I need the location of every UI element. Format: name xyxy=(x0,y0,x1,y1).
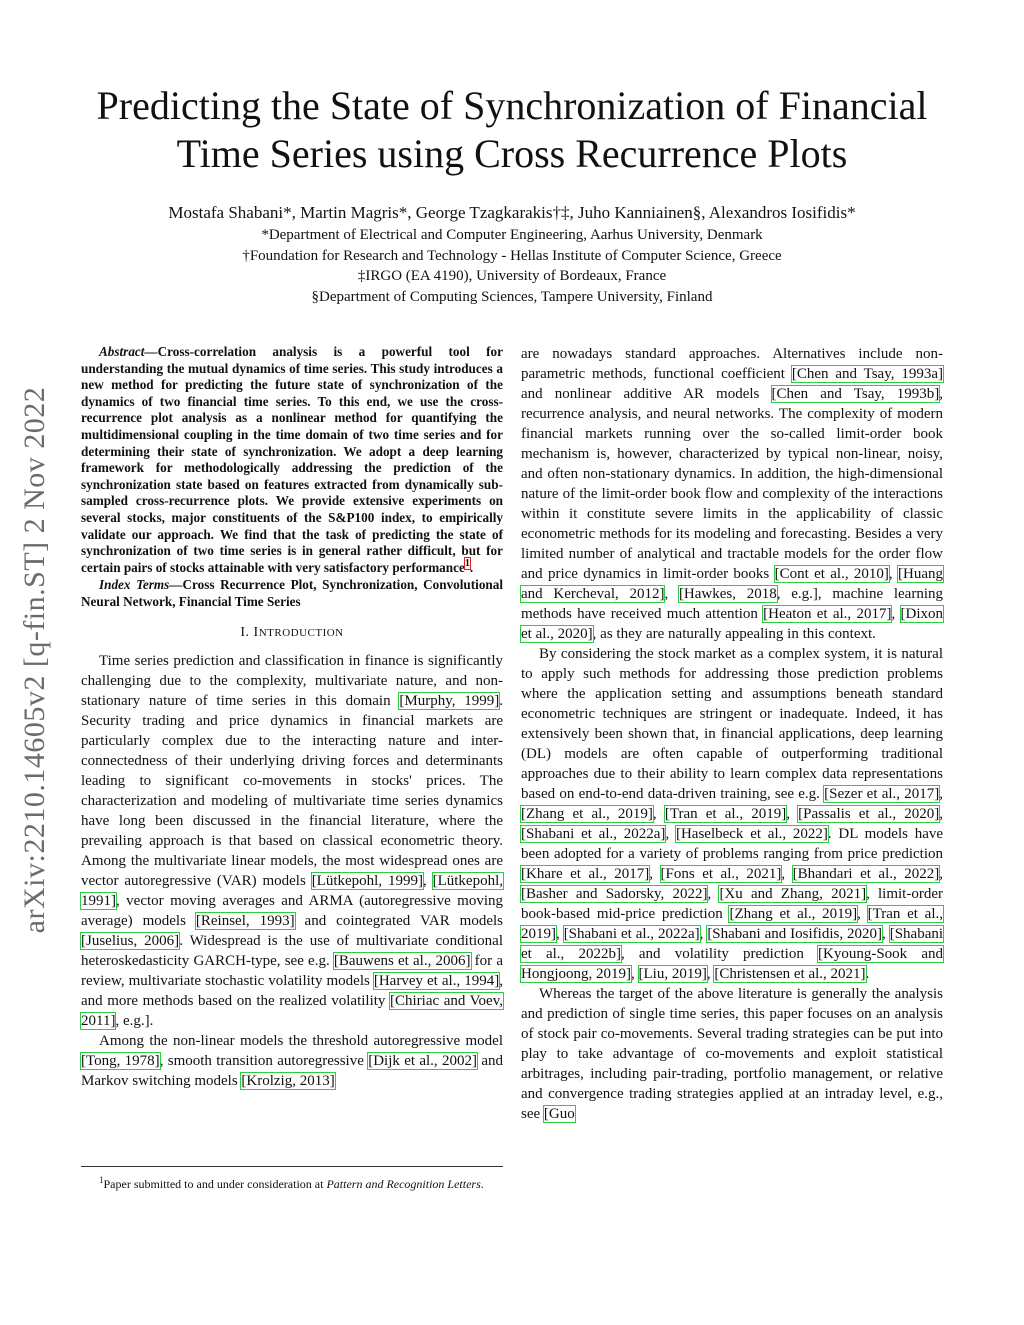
footnote-divider xyxy=(81,1166,503,1168)
citation-link[interactable]: [Dijk et al., 2002] xyxy=(368,1052,478,1069)
citation-link[interactable]: [Basher and Sadorsky, 2022] xyxy=(521,886,708,902)
paragraph-text: . DL models have been adopted for a variety of problems ranging from price prediction xyxy=(521,826,944,862)
paragraph-text: , xyxy=(939,786,944,802)
paragraph-text: , xyxy=(706,966,715,982)
citation-link[interactable]: [Cont et al., 2010] xyxy=(774,566,889,582)
citation-link[interactable]: [Kyoung-Sook and Hongjoong, 2019] xyxy=(521,946,943,982)
paragraph-text: , xyxy=(939,866,943,882)
citation-link[interactable]: [Bauwens et al., 2006] xyxy=(333,952,471,969)
paragraph-text: for a review, multivariate stochastic volatility models xyxy=(81,952,503,989)
paragraph-text: Whereas the target of the above literature is generally the analysis and prediction of single time series, this paper focuses on an analysis of stock pair co-movements. Several trading strategies can be put into play to take advantage of co-movements and exploit statistical arbitrages, including pair-trading, portfolio management, or relative and convergence trading strategies applied at an intraday level, e.g., see xyxy=(521,986,943,1122)
abstract-text: Cross-correlation analysis is a powerful tool for understanding the mutual dynamics of time series. This study introduces a new method for predicting the future state of synchronization of the dynamics of two financial time series. To this end, we use the cross-recurrence plot analysis as a nonlinear method for quantifying the multidimensional coupling in the time domain of two time series and for determining their state of synchronization. We adopt a deep learning framework for methodologically addressing the prediction of the synchronization state based on features extracted from dynamically sub-sampled cross-recurrence plots. We provide extensive experiments on several stocks, major constituents of the S&P100 index, to empirically validate our approach. We find that the task of predicting the state of synchronization of two time series is in general rather difficult, but for certain pairs of stocks attainable with very satisfactory performance xyxy=(81,344,503,575)
paragraph-text: , xyxy=(665,826,676,842)
citation-link[interactable]: [Xu and Zhang, 2021] xyxy=(719,886,867,902)
citation-link[interactable]: [Tong, 1978] xyxy=(81,1052,160,1069)
citation-link[interactable]: [Haselbeck et al., 2022] xyxy=(675,826,828,842)
paragraph xyxy=(81,651,503,1031)
citation-link[interactable]: [Fons et al., 2021] xyxy=(660,866,782,882)
paragraph-text: Time series prediction and classification in finance is significantly challenging due to the complexity, multivariate nature, and non-stationary nature of time series in this domain xyxy=(81,652,503,709)
citation-link[interactable]: [Shabani et al., 2022b] xyxy=(521,926,944,962)
footnote-venue: Pattern and Recognition Letters xyxy=(326,1177,481,1191)
section-heading-introduction: I. INTRODUCTION xyxy=(240,624,344,640)
arxiv-identifier-text: arXiv:2210.14605v2 [q-fin.ST] 2 Nov 2022 xyxy=(18,386,51,934)
abstract xyxy=(81,344,503,576)
paragraph xyxy=(521,644,943,984)
paragraph-text: , and more methods based on the realized volatility xyxy=(81,972,503,1009)
citation-link[interactable]: [Krolzig, 2013] xyxy=(241,1072,335,1089)
paragraph-text: , xyxy=(939,806,943,822)
footnote-end: . xyxy=(480,1177,484,1191)
paragraph-text: and cointegrated VAR models xyxy=(294,912,503,929)
right-column xyxy=(521,344,943,1124)
paragraph-text: , xyxy=(699,926,708,942)
citation-link[interactable]: [Lütkepohl, 1991] xyxy=(81,872,504,909)
citation-link[interactable]: [Zhang et al., 2019] xyxy=(521,806,653,822)
citation-link[interactable]: [Christensen et al., 2021] xyxy=(714,966,866,982)
paragraph-text: , and volatility prediction xyxy=(620,946,818,962)
citation-link[interactable]: [Tran et al., 2019] xyxy=(664,806,787,822)
paragraph-text: , limit-order book-based mid-price prediction xyxy=(521,886,943,922)
paragraph xyxy=(81,1031,503,1091)
introduction-body-right xyxy=(521,344,943,1124)
paragraph-text: , recurrence analysis, and neural networks. The complexity of modern financial markets running over the so-called limit-order book mechanism is, however, characterized by typical non-linear, noisy, and often non-stationary dynamics. In addition, the high-dimensional nature of the limit-order book flow and complexity of the interactions within it constitute severe limits in the applicability of classic econometric methods for its modeling and forecasting. Besides a very limited number of analytical and tractable models for the order flow and price dynamics in limit-order books xyxy=(521,386,943,582)
index-terms-label: Index Terms— xyxy=(99,577,183,593)
affiliation: *Department of Electrical and Computer Engineering, Aarhus University, Denmark xyxy=(261,227,763,243)
citation-link[interactable]: [Liu, 2019] xyxy=(638,966,707,982)
paragraph-text: , e.g.], machine learning methods have received much attention xyxy=(521,586,943,622)
citation-link[interactable]: [Chiriac and Voev, 2011] xyxy=(81,992,503,1029)
paragraph-text: , xyxy=(422,872,433,889)
paragraph-text: By considering the stock market as a complex system, it is natural to apply such methods for addressing those prediction problems where the application setting and assumptions beneath standard econometric techniques are stringent or inadequate. Indeed, it has extensively been shown that, in financial applications, deep learning (DL) models are often capable of outperforming traditional approaches due to their ability to learn complex data representations based on end-to-end data-driven training, see e.g. xyxy=(521,646,943,802)
citation-link[interactable]: [Lütkepohl, 1999] xyxy=(311,872,423,889)
footnote-link[interactable]: 1 xyxy=(464,558,470,570)
footnote-number: 1 xyxy=(99,1175,104,1185)
affiliation: †Foundation for Research and Technology - Hellas Institute of Computer Science, Greece xyxy=(242,247,782,264)
paragraph-text: Among the non-linear models the threshold autoregressive model xyxy=(99,1032,503,1049)
citation-link[interactable]: [Guo xyxy=(543,1106,575,1122)
citation-link[interactable]: [Khare et al., 2017] xyxy=(521,866,650,882)
citation-link[interactable]: [Chen and Tsay, 1993b] xyxy=(771,386,940,402)
paragraph-text: , xyxy=(652,806,665,822)
paragraph-text: , xyxy=(556,926,564,942)
citation-link[interactable]: [Huang and Kercheval, 2012] xyxy=(521,566,944,602)
paragraph-text: . Security trading and price dynamics in financial markets are particularly complex due to the interacting nature and inter-connectedness of their underlying driving forces and determinants leading to significant co-movements in stocks' prices. The characterization and modeling of multivariate time series dynamics have long been discussed in the financial literature, where the prevailing approach is that based on classical econometric theory. Among the multivariate linear models, the most widespread ones are vector autoregressive (VAR) models xyxy=(81,692,503,889)
footnote xyxy=(81,1172,503,1192)
paragraph-text: , e.g.]. xyxy=(115,1012,154,1029)
paragraph-text: , vector moving averages and ARMA (autoregressive moving average) models xyxy=(81,892,503,929)
paragraph-text: , xyxy=(649,866,661,882)
paper-title: Predicting the State of Synchronization of Financial Time Series using Cross Recurrence Plots xyxy=(96,83,928,176)
citation-link[interactable]: [Bhandari et al., 2022] xyxy=(792,866,940,882)
paragraph-text: are nowadays standard approaches. Alternatives include non-parametric methods, functional coefficient xyxy=(521,346,943,382)
citation-link[interactable]: [Harvey et al., 1994] xyxy=(373,972,500,989)
abstract-end: . xyxy=(469,559,474,575)
citation-link[interactable]: [Tran et al., 2019] xyxy=(521,906,944,942)
paragraph-text: and Markov switching models xyxy=(81,1052,503,1089)
affiliation: ‡IRGO (EA 4190), University of Bordeaux, France xyxy=(357,268,667,284)
citation-link[interactable]: [Zhang et al., 2019] xyxy=(729,906,858,922)
citation-link[interactable]: [Shabani et al., 2022a] xyxy=(521,826,666,842)
citation-link[interactable]: [Reinsel, 1993] xyxy=(195,912,295,929)
citation-link[interactable]: [Hawkes, 2018 xyxy=(678,586,777,602)
author-list: Mostafa Shabani*, Martin Magris*, George Tzagkarakis†‡, Juho Kanniainen§, Alexandros Iosifidis* xyxy=(168,203,856,222)
affiliation-list xyxy=(60,225,964,307)
paragraph-text: , xyxy=(786,806,799,822)
citation-link[interactable]: [Heaton et al., 2017] xyxy=(763,606,892,622)
paragraph xyxy=(521,984,943,1124)
citation-link[interactable]: [Chen and Tsay, 1993a] xyxy=(791,366,943,382)
paragraph xyxy=(521,344,943,644)
paragraph-text: , xyxy=(882,926,890,942)
paragraph-text: . Widespread is the use of multivariate conditional heteroskedasticity GARCH-type, see e.g. xyxy=(81,932,503,969)
index-terms xyxy=(81,577,503,610)
paragraph-text: , xyxy=(781,866,793,882)
citation-link[interactable]: [Juselius, 2006] xyxy=(81,932,180,949)
affiliation: §Department of Computing Sciences, Tampere University, Finland xyxy=(311,288,713,305)
citation-link[interactable]: [Shabani et al., 2022a] xyxy=(563,926,700,942)
paragraph-text: . xyxy=(865,966,870,982)
paragraph-text: , xyxy=(891,606,901,622)
paragraph-text: , xyxy=(857,906,868,922)
paragraph-text: , as they are naturally appealing in this context. xyxy=(592,626,876,642)
citation-link[interactable]: [Murphy, 1999] xyxy=(399,692,500,709)
paragraph-text: , smooth transition autoregressive xyxy=(159,1052,369,1069)
paragraph-text: and nonlinear additive AR models xyxy=(521,386,772,402)
arxiv-identifier xyxy=(10,340,60,980)
citation-link[interactable]: [Dixon et al., 2020] xyxy=(521,606,943,642)
paragraph-text: , xyxy=(664,586,679,602)
abstract-label: Abstract— xyxy=(99,344,158,359)
citation-link[interactable]: [Sezer et al., 2017] xyxy=(824,786,940,802)
citation-link[interactable]: [Shabani and Iosifidis, 2020] xyxy=(707,926,883,942)
paragraph-text: , xyxy=(631,966,639,982)
introduction-body-left xyxy=(81,651,503,1091)
index-terms-text: Cross Recurrence Plot, Synchronization, Convolutional Neural Network, Financial Time Series xyxy=(81,577,503,609)
left-column xyxy=(81,344,503,1091)
paragraph-text: , xyxy=(707,886,720,902)
paragraph-text: , xyxy=(888,566,899,582)
footnote-text: Paper submitted to and under consideration at xyxy=(103,1177,327,1191)
citation-link[interactable]: [Passalis et al., 2020] xyxy=(798,806,940,822)
